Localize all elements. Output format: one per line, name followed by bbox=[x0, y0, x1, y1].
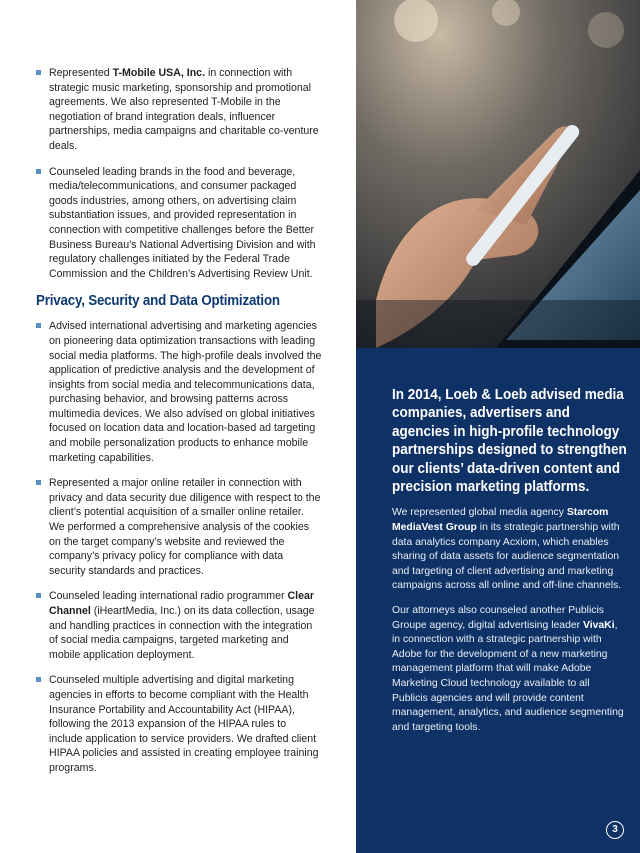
bullet-list-bottom bbox=[36, 319, 322, 775]
callout-paragraph: Our attorneys also counseled another Publicis Groupe agency, digital advertising leader VivaKi, in connection with a strategic partnership with Adobe for the development of a new marketing management platform that will make Adobe Marketing Cloud technology available to all Publicis agencies and will provide content management, analytics, and audience segmenting and targeting tools. bbox=[392, 605, 624, 733]
bullet-marker-icon bbox=[36, 323, 41, 328]
list-item: Counseled multiple advertising and digital marketing agencies in efforts to become compliant with the Health Insurance Portability and Accountability Act (HIPAA), following the 2013 expansion of the HIPAA rules to include application to service providers. We drafted client HIPAA policies and assisted in creating employee training programs. bbox=[36, 673, 322, 775]
page-number: 3 bbox=[606, 821, 624, 839]
sidebar-panel bbox=[356, 0, 640, 853]
list-item: Represented T-Mobile USA, Inc. in connection with strategic music marketing, sponsorship and promotional agreements. We also represented T-Mobile in the negotiation of brand integration deals, influencer partnerships, media campaigns and charitable co-venture deals. bbox=[36, 66, 322, 154]
main-column bbox=[36, 66, 322, 787]
list-item: Counseled leading international radio programmer Clear Channel (iHeartMedia, Inc.) on its data collection, usage and handling practices in connection with the integration of social media campaigns, targeted marketing and mobile application deployment. bbox=[36, 589, 322, 662]
callout-heading: In 2014, Loeb & Loeb advised media companies, advertisers and agencies in high-profile technology partnerships designed to strengthen our clients’ data-driven content and precision marketing platforms. bbox=[392, 386, 627, 496]
hand-holding-phone-photo bbox=[356, 0, 640, 348]
callout-box bbox=[392, 386, 627, 745]
bullet-marker-icon bbox=[36, 70, 41, 75]
callout-paragraph: We represented global media agency Starcom MediaVest Group in its strategic partnership with data analytics company Acxiom, which enables sharing of data assets for audience segmentation and targeting of client advertising and marketing campaigns across all online and off-line channels. bbox=[392, 507, 622, 592]
photo-illustration bbox=[356, 0, 640, 348]
bullet-marker-icon bbox=[36, 169, 41, 174]
list-item: Counseled leading brands in the food and beverage, media/telecommunications, and consumer packaged goods industries, among others, on advertising claim substantiation issues, and provided representation in connection with competitive challenges before the Better Business Bureau’s National Advertising Division and with regulatory challenges initiated by the Federal Trade Commission and the Children’s Advertising Review Unit. bbox=[36, 165, 322, 282]
bullet-marker-icon bbox=[36, 677, 41, 682]
section-heading: Privacy, Security and Data Optimization bbox=[36, 293, 280, 310]
list-item: Advised international advertising and marketing agencies on pioneering data optimization transactions with leading social media platforms. The high-profile deals involved the application of predictive analysis and the development of insights from social media and telecommunications data, purchasing behavior, and browsing patterns across multimedia devices. We also advised on global initiatives focused on location data and location-based ad targeting and mobile personalization products to enhance mobile marketing capabilities. bbox=[36, 319, 322, 465]
bullet-list-top bbox=[36, 66, 322, 281]
list-item: Represented a major online retailer in connection with privacy and data security due diligence with respect to the client’s potential acquisition of a smaller online retailer. We performed a comprehensive analysis of the cookies on the target company’s website and reviewed the company’s privacy policy for compliance with data security standards and practices. bbox=[36, 476, 322, 578]
bullet-marker-icon bbox=[36, 593, 41, 598]
bullet-marker-icon bbox=[36, 480, 41, 485]
